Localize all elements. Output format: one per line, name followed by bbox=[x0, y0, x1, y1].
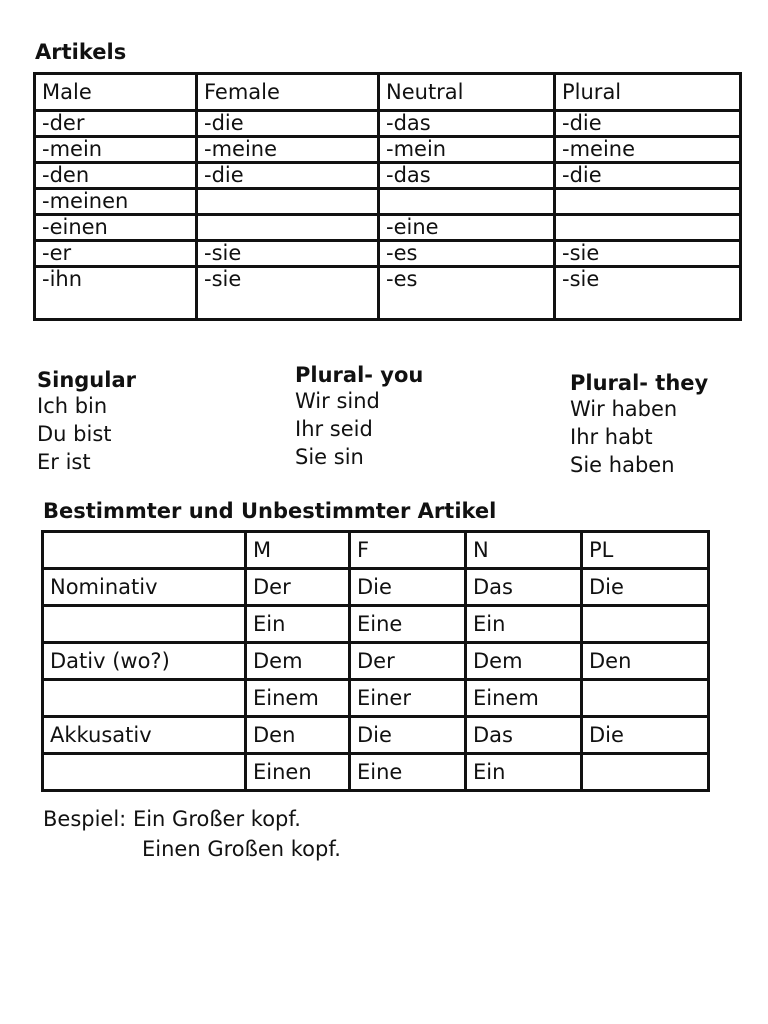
table-cell: -meine bbox=[197, 137, 379, 163]
table-row bbox=[35, 137, 741, 163]
conjugation-line: Ihr seid bbox=[295, 417, 373, 441]
table-cell: Die bbox=[582, 569, 709, 606]
table-cell: -sie bbox=[555, 267, 741, 320]
table-cell: -das bbox=[379, 111, 555, 137]
table-cell: -die bbox=[197, 111, 379, 137]
table-cell: Eine bbox=[350, 754, 466, 791]
header-cell: F bbox=[350, 532, 466, 569]
table-cell bbox=[555, 215, 741, 241]
table-cell: -die bbox=[555, 163, 741, 189]
table-cell bbox=[582, 680, 709, 717]
conjugation-line: Sie sin bbox=[295, 445, 364, 469]
case-label: Nominativ bbox=[43, 569, 246, 606]
table-cell: Den bbox=[246, 717, 350, 754]
table-cell: -er bbox=[35, 241, 197, 267]
table-cell: -eine bbox=[379, 215, 555, 241]
table-cell: Der bbox=[246, 569, 350, 606]
bestimmter-header-row bbox=[43, 532, 709, 569]
table-row bbox=[35, 163, 741, 189]
table-row bbox=[35, 215, 741, 241]
table-row bbox=[35, 267, 741, 320]
singular-heading: Singular bbox=[37, 368, 136, 392]
header-cell: PL bbox=[582, 532, 709, 569]
table-row bbox=[43, 754, 709, 791]
case-label bbox=[43, 754, 246, 791]
table-cell: -es bbox=[379, 267, 555, 320]
table-cell bbox=[197, 189, 379, 215]
table-cell: Ein bbox=[466, 754, 582, 791]
table-cell: Dem bbox=[246, 643, 350, 680]
table-cell bbox=[555, 189, 741, 215]
table-cell bbox=[582, 754, 709, 791]
conjugation-line: Wir haben bbox=[570, 397, 678, 421]
table-cell: Die bbox=[582, 717, 709, 754]
table-cell: -meinen bbox=[35, 189, 197, 215]
table-cell bbox=[379, 189, 555, 215]
table-cell: Ein bbox=[246, 606, 350, 643]
table-cell: -mein bbox=[379, 137, 555, 163]
table-cell: -es bbox=[379, 241, 555, 267]
singular-block bbox=[37, 368, 136, 476]
table-cell: -ihn bbox=[35, 267, 197, 320]
conjugation-line: Du bist bbox=[37, 422, 112, 446]
table-row bbox=[35, 189, 741, 215]
table-cell: Einer bbox=[350, 680, 466, 717]
bestimmter-table bbox=[41, 530, 710, 792]
table-cell: Ein bbox=[466, 606, 582, 643]
plural-you-block bbox=[295, 363, 423, 471]
beispiel-block bbox=[43, 804, 341, 864]
case-label: Dativ (wo?) bbox=[43, 643, 246, 680]
table-cell: -den bbox=[35, 163, 197, 189]
table-row bbox=[43, 680, 709, 717]
table-cell: Den bbox=[582, 643, 709, 680]
conjugation-line: Wir sind bbox=[295, 389, 380, 413]
conjugation-line: Ich bin bbox=[37, 394, 108, 418]
table-cell: Einem bbox=[246, 680, 350, 717]
case-label bbox=[43, 680, 246, 717]
beispiel-line-1: Ein Großer kopf. bbox=[132, 807, 301, 831]
table-cell: Der bbox=[350, 643, 466, 680]
table-cell: Dem bbox=[466, 643, 582, 680]
header-cell: Male bbox=[35, 74, 197, 111]
table-cell: Einen bbox=[246, 754, 350, 791]
conjugation-line: Sie haben bbox=[570, 453, 675, 477]
artikels-header-row bbox=[35, 74, 741, 111]
plural-they-block bbox=[570, 371, 708, 479]
table-cell: -mein bbox=[35, 137, 197, 163]
table-cell: -sie bbox=[197, 267, 379, 320]
header-cell bbox=[43, 532, 246, 569]
table-cell: -das bbox=[379, 163, 555, 189]
header-cell: M bbox=[246, 532, 350, 569]
table-row bbox=[35, 241, 741, 267]
case-label: Akkusativ bbox=[43, 717, 246, 754]
table-cell: Einem bbox=[466, 680, 582, 717]
table-cell: Das bbox=[466, 569, 582, 606]
table-row bbox=[43, 717, 709, 754]
case-label bbox=[43, 606, 246, 643]
plural-they-heading: Plural- they bbox=[570, 371, 709, 395]
header-cell: N bbox=[466, 532, 582, 569]
bestimmter-heading: Bestimmter und Unbestimmter Artikel bbox=[43, 499, 497, 523]
beispiel-line-2: Einen Großen kopf. bbox=[142, 837, 341, 861]
table-row bbox=[35, 111, 741, 137]
header-cell: Female bbox=[197, 74, 379, 111]
beispiel-label: Bespiel: bbox=[43, 807, 127, 831]
header-cell: Plural bbox=[555, 74, 741, 111]
table-cell bbox=[582, 606, 709, 643]
table-cell: Das bbox=[466, 717, 582, 754]
table-cell: -der bbox=[35, 111, 197, 137]
table-cell: -sie bbox=[197, 241, 379, 267]
table-cell: -meine bbox=[555, 137, 741, 163]
conjugation-line: Er ist bbox=[37, 450, 91, 474]
table-row bbox=[43, 606, 709, 643]
table-row bbox=[43, 569, 709, 606]
header-cell: Neutral bbox=[379, 74, 555, 111]
table-cell: -die bbox=[555, 111, 741, 137]
table-cell: Die bbox=[350, 569, 466, 606]
artikels-heading: Artikels bbox=[35, 40, 127, 64]
table-cell: -die bbox=[197, 163, 379, 189]
artikels-table bbox=[33, 72, 742, 321]
conjugation-line: Ihr habt bbox=[570, 425, 653, 449]
plural-you-heading: Plural- you bbox=[295, 363, 424, 387]
table-cell: -einen bbox=[35, 215, 197, 241]
table-cell: Eine bbox=[350, 606, 466, 643]
table-cell: -sie bbox=[555, 241, 741, 267]
table-cell bbox=[197, 215, 379, 241]
table-row bbox=[43, 643, 709, 680]
table-cell: Die bbox=[350, 717, 466, 754]
